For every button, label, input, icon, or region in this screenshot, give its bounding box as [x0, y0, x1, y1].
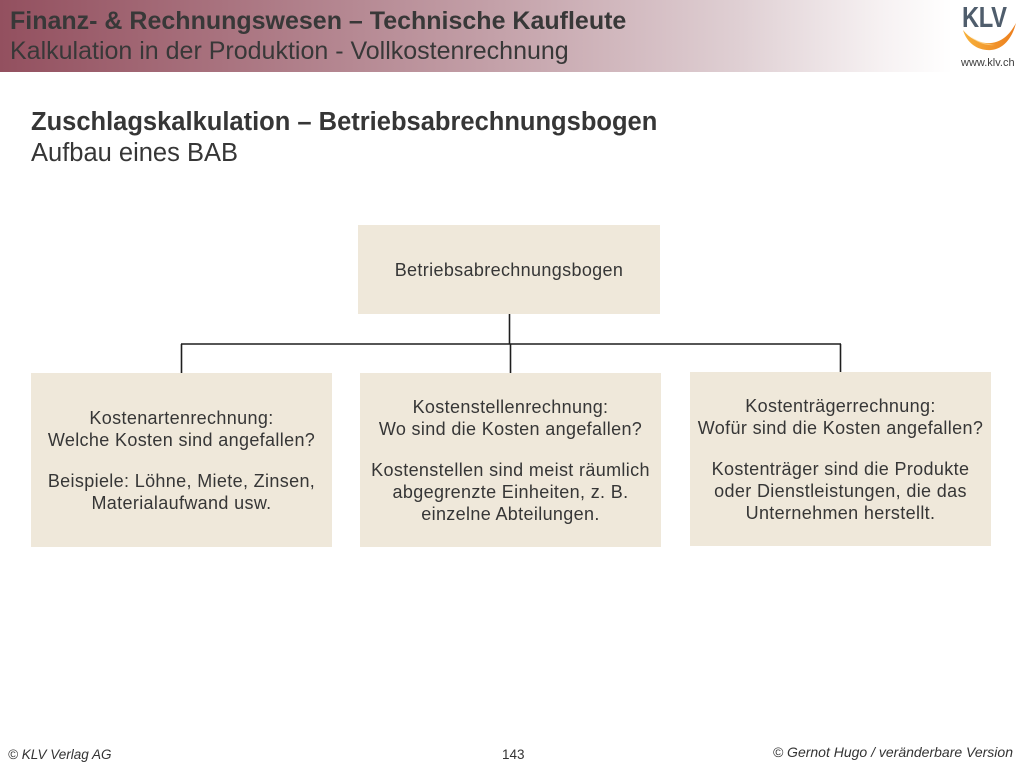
box-question: Wo sind die Kosten angefallen? — [378, 418, 643, 439]
box-description — [712, 458, 970, 524]
box-heading: Kostenstellenrechnung: — [412, 396, 609, 417]
box-description-line: Kostenträger sind die Produkte — [711, 458, 970, 479]
klv-logo — [958, 2, 1020, 70]
footer-page-number: 143 — [502, 747, 525, 762]
slide-heading — [31, 107, 657, 169]
diagram-root-box — [358, 225, 660, 314]
box-heading: Kostenträgerrechnung: — [745, 395, 936, 416]
diagram-box-kostenstellenrechnung — [360, 373, 661, 547]
box-description — [371, 459, 650, 525]
header-text-block — [10, 6, 626, 66]
diagram-box-kostentraegerrechnung — [690, 372, 991, 546]
box-description-line: abgegrenzte Einheiten, z. B. — [392, 481, 629, 502]
footer-copyright-publisher: © KLV Verlag AG — [8, 747, 112, 762]
box-description-line: Unternehmen herstellt. — [745, 502, 936, 523]
box-description-line: Kostenstellen sind meist räumlich — [371, 459, 650, 480]
slide-title: Zuschlagskalkulation – Betriebsabrechnungsbogen — [31, 108, 658, 136]
box-description-line: einzelne Abteilungen. — [421, 503, 600, 524]
slide-header — [0, 0, 1024, 72]
diagram-box-kostenartenrechnung — [31, 373, 332, 547]
slide-subtitle: Aufbau eines BAB — [31, 139, 238, 167]
klv-logo-text: KLV — [962, 2, 1007, 34]
box-description — [48, 470, 315, 514]
box-description-line: Materialaufwand usw. — [91, 492, 272, 513]
root-box-label: Betriebsabrechnungsbogen — [394, 259, 624, 280]
box-description-line: oder Dienstleistungen, die das — [714, 480, 967, 501]
box-question: Wofür sind die Kosten angefallen? — [697, 417, 984, 438]
box-description-line: Beispiele: Löhne, Miete, Zinsen, — [47, 470, 316, 491]
footer-copyright-author: © Gernot Hugo / veränderbare Version — [772, 744, 1013, 760]
box-question: Welche Kosten sind angefallen? — [47, 429, 316, 450]
header-subtitle: Kalkulation in der Produktion - Vollkostenrechnung — [10, 37, 569, 65]
logo-website: www.klv.ch — [961, 57, 1015, 69]
header-title: Finanz- & Rechnungswesen – Technische Kaufleute — [10, 7, 627, 35]
box-heading: Kostenartenrechnung: — [89, 407, 274, 428]
